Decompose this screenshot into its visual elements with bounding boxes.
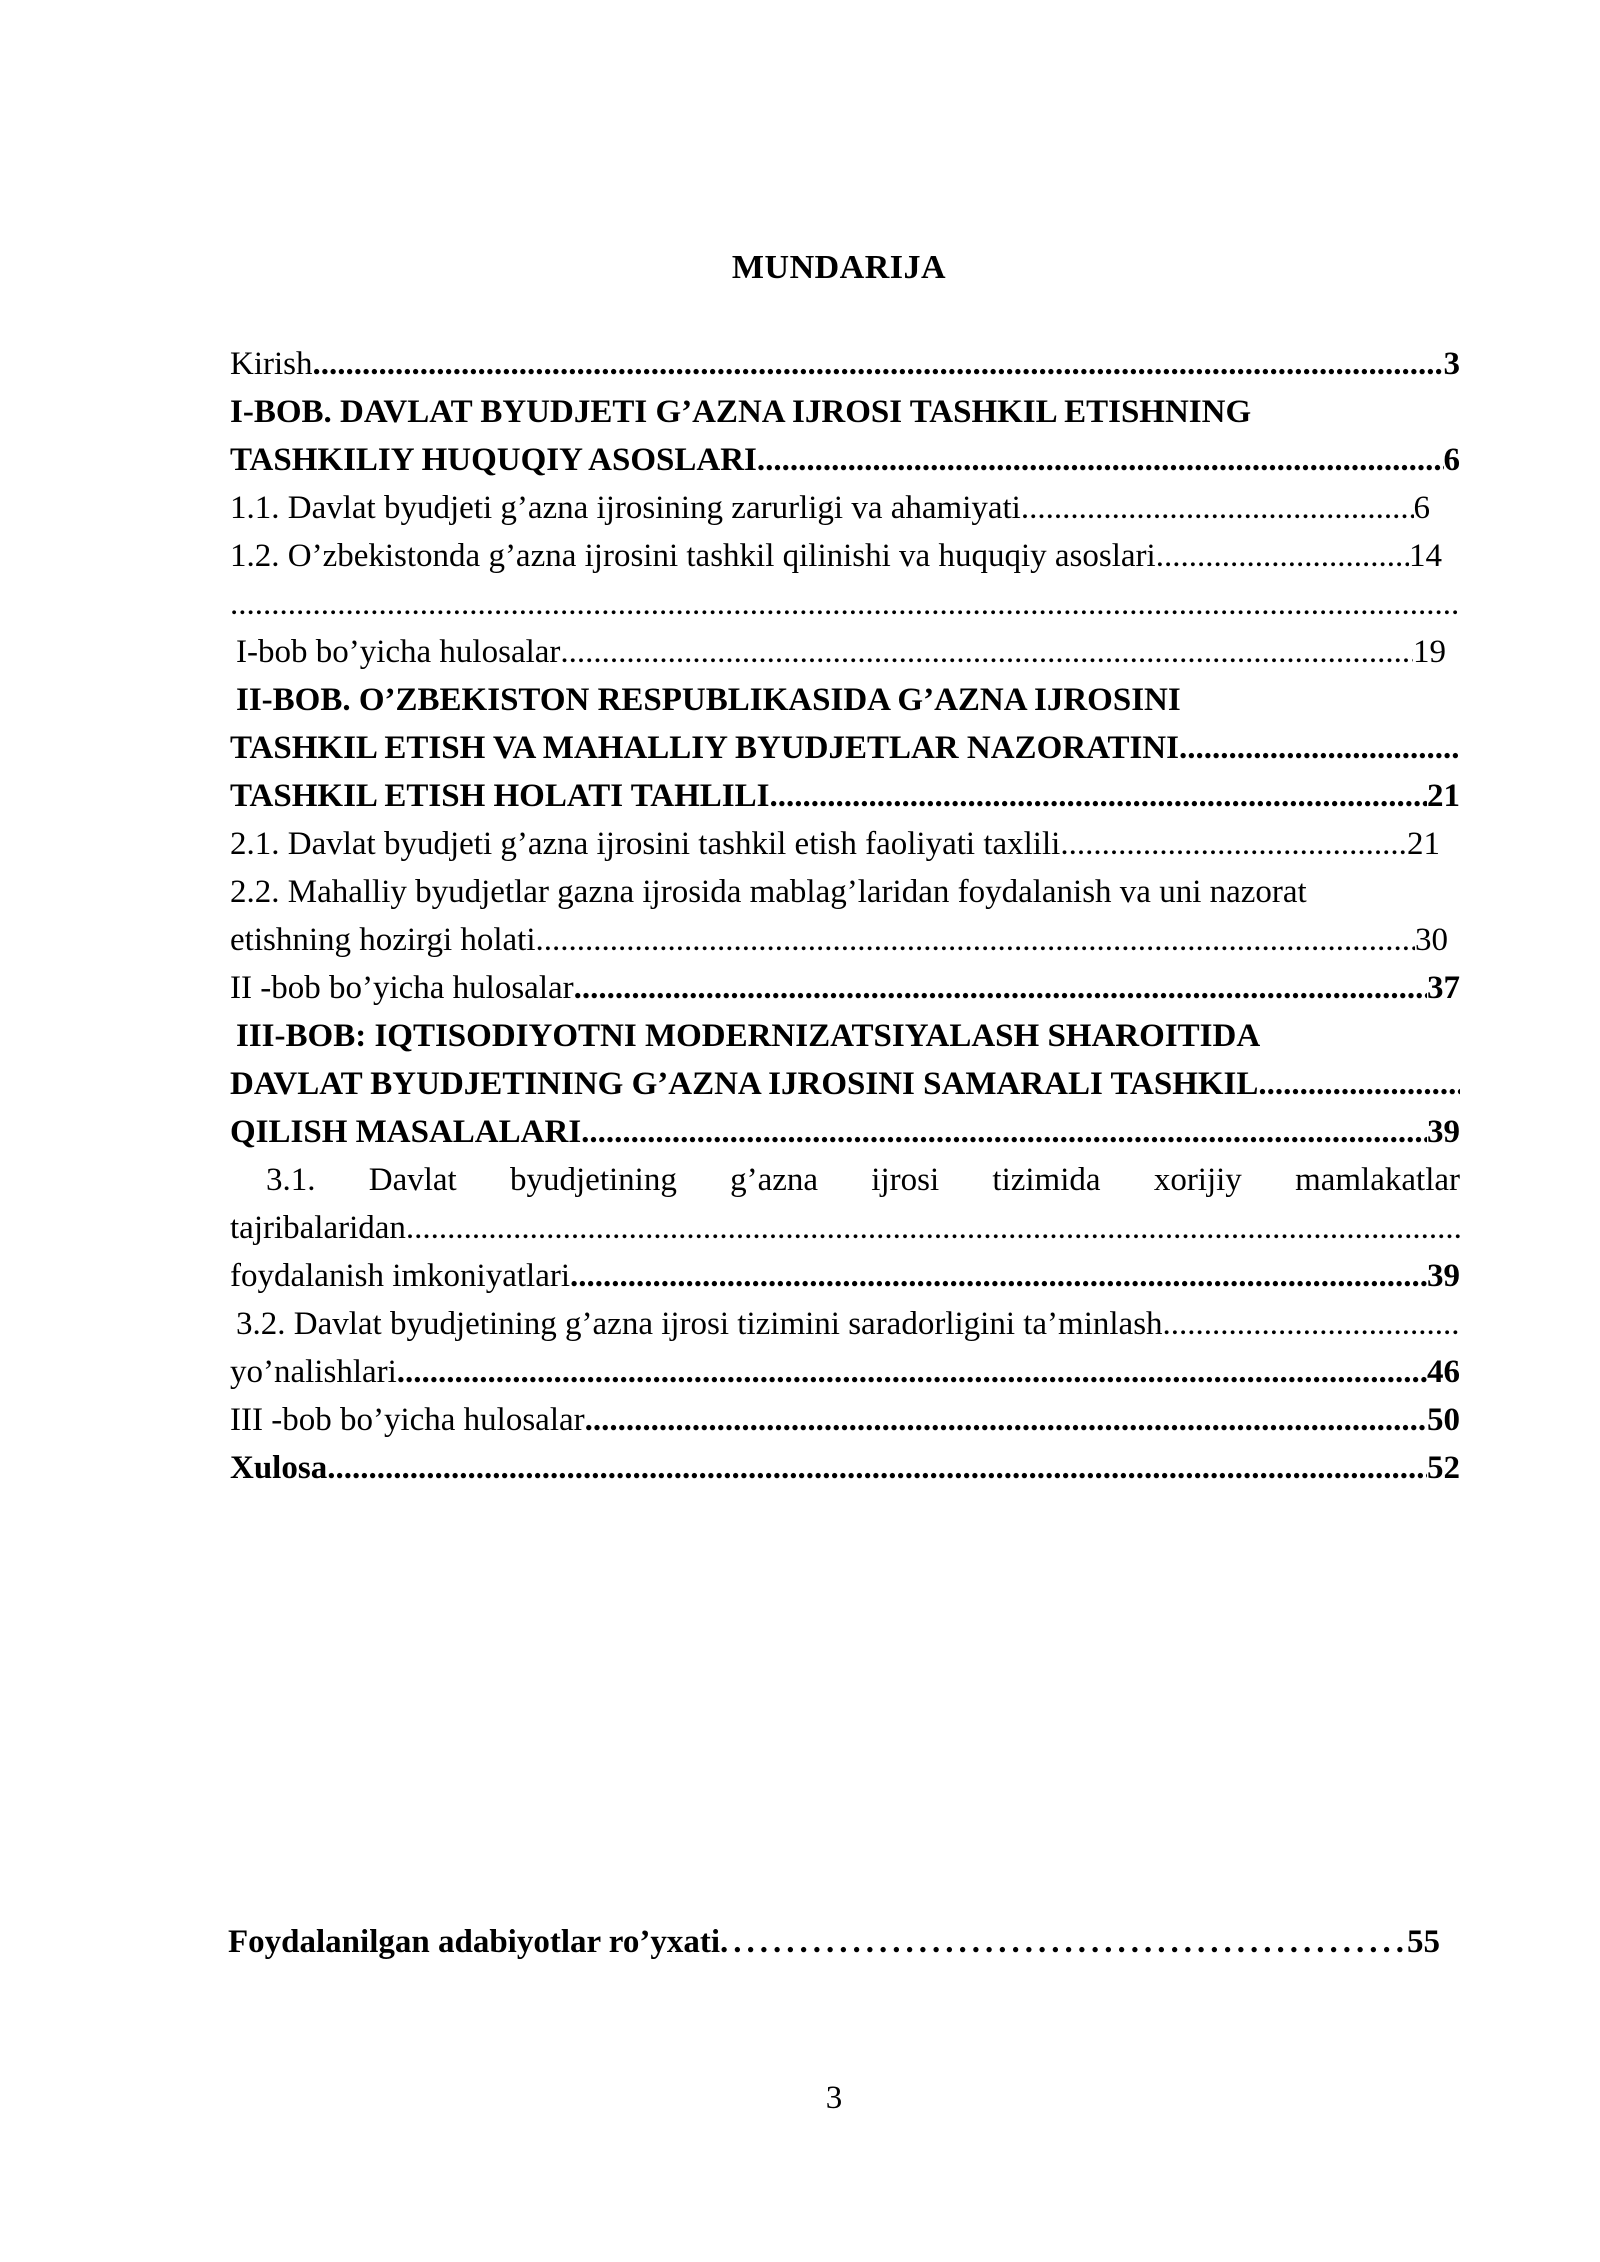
- toc-word: mamlakatlar: [1295, 1162, 1460, 1198]
- toc-entry-label: 1.2. O’zbekistonda g’azna ijrosini tashkil qilinishi va huquqiy asoslari: [230, 538, 1156, 574]
- toc-section-3-2: [230, 1300, 1460, 1348]
- dot-leader: [560, 628, 1413, 676]
- dot-leader: [770, 772, 1427, 820]
- toc-chapter-2-heading: [230, 676, 1460, 724]
- toc-chapter-3-heading-cont: [230, 1060, 1460, 1108]
- toc-page-number: 21: [1427, 778, 1460, 814]
- toc-entry-kirish: [230, 340, 1460, 388]
- toc-page-number: 46: [1427, 1354, 1460, 1390]
- toc-word: g’azna: [730, 1162, 819, 1198]
- toc-page-number: 39: [1427, 1258, 1460, 1294]
- toc-page-number: 19: [1413, 634, 1446, 670]
- toc-page-number: 30: [1415, 922, 1448, 958]
- toc-chapter-1-heading: [230, 388, 1460, 436]
- toc-page-number: 37: [1427, 970, 1460, 1006]
- dot-leader: [1258, 1060, 1460, 1108]
- toc-entry-label: III -bob bo’yicha hulosalar: [230, 1402, 585, 1438]
- toc-chapter-2-conclusion: [230, 964, 1460, 1012]
- toc-page-number: 6: [1443, 442, 1460, 478]
- toc-section-2-1: [230, 820, 1440, 868]
- dot-leader: [1060, 820, 1407, 868]
- toc-entry-label: II-BOB. O’ZBEKISTON RESPUBLIKASIDA G’AZNA IJROSINI: [236, 682, 1181, 718]
- toc-word: xorijiy: [1153, 1162, 1242, 1198]
- toc-word: Davlat: [368, 1162, 457, 1198]
- toc-section-1-2: [230, 532, 1442, 580]
- toc-word: ijrosi: [871, 1162, 940, 1198]
- toc-chapter-3-heading: [230, 1012, 1460, 1060]
- toc-section-1-2-leader: [230, 580, 1460, 628]
- dot-leader: [1179, 724, 1460, 772]
- toc-chapter-1-heading-cont: [230, 436, 1460, 484]
- toc-section-1-1: [230, 484, 1430, 532]
- toc-entry-label: 2.1. Davlat byudjeti g’azna ijrosini tashkil etish faoliyati taxlili: [230, 826, 1061, 862]
- toc-entry-label: II -bob bo’yicha hulosalar: [230, 970, 574, 1006]
- toc-page-number: 39: [1427, 1114, 1460, 1150]
- toc-entry-label: foydalanish imkoniyatlari: [230, 1258, 571, 1294]
- toc-section-2-2-cont: [230, 916, 1448, 964]
- toc-word: tizimida: [992, 1162, 1101, 1198]
- toc-chapter-1-conclusion: [230, 628, 1446, 676]
- toc-page-number: 6: [1413, 490, 1430, 526]
- toc-page-number: 55: [1407, 1924, 1440, 1960]
- dot-leader: [406, 1204, 1460, 1252]
- toc-entry-label: III-BOB: IQTISODIYOTNI MODERNIZATSIYALASH SHAROITIDA: [236, 1018, 1261, 1054]
- toc-entry-xulosa: [230, 1444, 1460, 1492]
- toc-entry-label: 1.1. Davlat byudjeti g’azna ijrosining zarurligi va ahamiyati: [230, 490, 1021, 526]
- dot-leader: [574, 964, 1427, 1012]
- page-title: MUNDARIJA: [731, 249, 947, 286]
- toc-section-3-2-cont: [230, 1348, 1460, 1396]
- toc-entry-label: etishning hozirgi holati: [230, 922, 536, 958]
- toc-entry-label: DAVLAT BYUDJETINING G’AZNA IJROSINI SAMARALI TASHKIL: [230, 1066, 1259, 1102]
- toc-entry-label: I-BOB. DAVLAT BYUDJETI G’AZNA IJROSI TASHKIL ETISHNING: [230, 394, 1252, 430]
- toc-entry-label: TASHKILIY HUQUQIY ASOSLARI: [230, 442, 757, 478]
- toc-entry-label: Xulosa: [230, 1450, 328, 1486]
- dot-leader: [230, 580, 1460, 628]
- dot-leader: [397, 1348, 1427, 1396]
- toc-entry-label: Kirish: [230, 346, 313, 382]
- page-number: 3: [825, 2080, 843, 2116]
- dot-leader: [1156, 532, 1409, 580]
- toc-entry-label: yo’nalishlari: [230, 1354, 397, 1390]
- toc-entry-label: I-bob bo’yicha hulosalar: [236, 634, 561, 670]
- dot-leader: [313, 340, 1444, 388]
- dot-leader: [536, 916, 1415, 964]
- dot-leader: [720, 1918, 1407, 1966]
- dot-leader: [570, 1252, 1427, 1300]
- dot-leader: [757, 436, 1444, 484]
- toc-entry-label: TASHKIL ETISH HOLATI TAHLILI: [230, 778, 770, 814]
- toc-page-number: 14: [1409, 538, 1442, 574]
- toc-chapter-3-conclusion: [230, 1396, 1460, 1444]
- toc-section-3-1: [230, 1156, 1460, 1204]
- toc-entry-literature: [228, 1918, 1440, 1966]
- dot-leader: [1163, 1300, 1460, 1348]
- toc-chapter-2-heading-cont: [230, 724, 1460, 772]
- toc-entry-label: 3.2. Davlat byudjetining g’azna ijrosi tizimini saradorligini ta’minlash: [236, 1306, 1163, 1342]
- toc-entry-label: tajribalaridan: [230, 1210, 406, 1246]
- toc-entry-label: QILISH MASALALARI: [230, 1114, 582, 1150]
- toc-section-3-1-cont: [230, 1204, 1460, 1252]
- toc-section-3-1-cont-2: [230, 1252, 1460, 1300]
- toc-page-number: 21: [1407, 826, 1440, 862]
- toc-chapter-2-heading-cont-2: [230, 772, 1460, 820]
- toc-page-number: 3: [1443, 346, 1460, 382]
- dot-leader: [585, 1396, 1427, 1444]
- dot-leader: [1021, 484, 1414, 532]
- dot-leader: [327, 1444, 1427, 1492]
- table-of-contents: [230, 340, 1460, 1492]
- toc-page-number: 50: [1427, 1402, 1460, 1438]
- toc-page-number: 52: [1427, 1450, 1460, 1486]
- toc-word: 3.1.: [266, 1162, 316, 1198]
- dot-leader: [581, 1108, 1427, 1156]
- toc-section-2-2: [230, 868, 1460, 916]
- toc-entry-label: TASHKIL ETISH VA MAHALLIY BYUDJETLAR NAZORATINI: [230, 730, 1179, 766]
- toc-entry-label: 2.2. Mahalliy byudjetlar gazna ijrosida mablag’laridan foydalanish va uni nazorat: [230, 874, 1307, 910]
- toc-chapter-3-heading-cont-2: [230, 1108, 1460, 1156]
- toc-entry-label: Foydalanilgan adabiyotlar ro’yxati: [228, 1924, 721, 1960]
- toc-word: byudjetining: [510, 1162, 677, 1198]
